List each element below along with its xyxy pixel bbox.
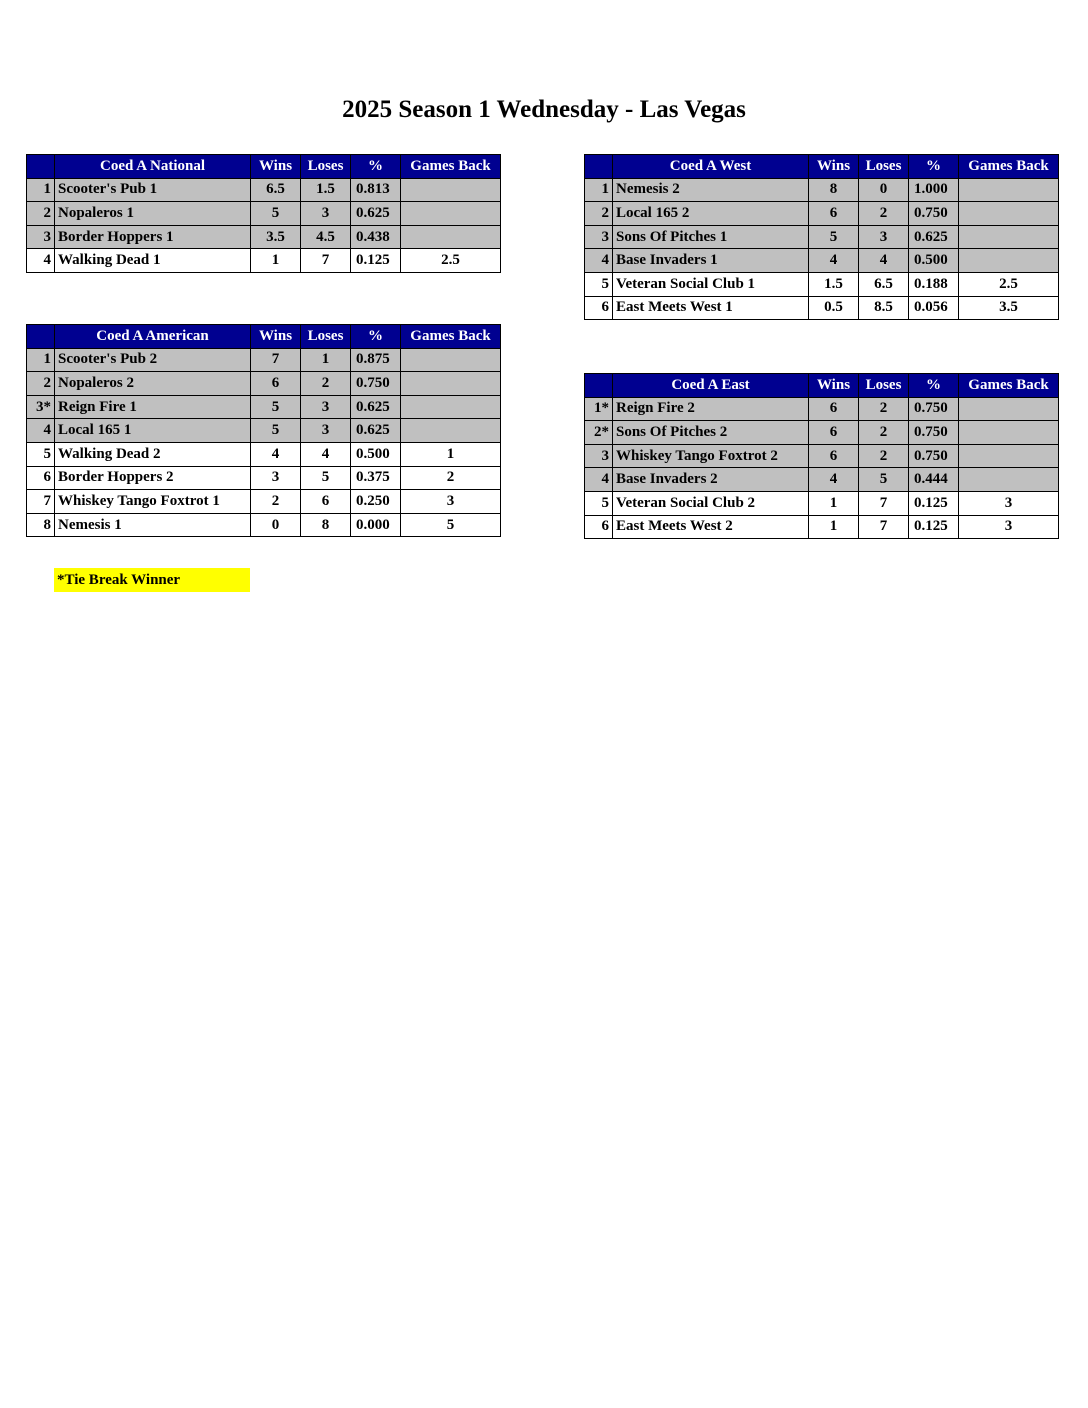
- loses-cell: 7: [859, 515, 909, 539]
- wins-cell: 0.5: [809, 296, 859, 320]
- rank-cell: 1: [585, 178, 613, 202]
- games-back-cell: 3: [401, 490, 501, 514]
- team-name-cell: Border Hoppers 1: [55, 225, 251, 249]
- games-back-cell: 5: [401, 513, 501, 537]
- table-row: [27, 178, 501, 202]
- pct-cell: 0.625: [351, 395, 401, 419]
- header-row: [585, 374, 1059, 398]
- loses-cell: 4: [301, 442, 351, 466]
- team-name-cell: Whiskey Tango Foxtrot 1: [55, 490, 251, 514]
- team-name-cell: Scooter's Pub 2: [55, 348, 251, 372]
- rank-cell: 4: [27, 249, 55, 273]
- games-back-cell: 2: [401, 466, 501, 490]
- team-name-cell: Veteran Social Club 2: [613, 491, 809, 515]
- loses-cell: 3: [859, 225, 909, 249]
- standings-table-coed-a-american: [26, 324, 501, 537]
- games-back-cell: [959, 225, 1059, 249]
- wins-cell: 6: [809, 202, 859, 226]
- loses-header: Loses: [301, 155, 351, 179]
- table-row: [27, 466, 501, 490]
- rank-cell: 2: [27, 372, 55, 396]
- pct-cell: 0.125: [909, 515, 959, 539]
- loses-header: Loses: [301, 325, 351, 349]
- wins-header: Wins: [809, 374, 859, 398]
- pct-cell: 0.125: [909, 491, 959, 515]
- loses-header: Loses: [859, 374, 909, 398]
- wins-cell: 5: [251, 202, 301, 226]
- pct-header: %: [351, 155, 401, 179]
- wins-cell: 6: [809, 444, 859, 468]
- division-header: Coed A National: [55, 155, 251, 179]
- loses-cell: 8.5: [859, 296, 909, 320]
- loses-cell: 1.5: [301, 178, 351, 202]
- wins-cell: 4: [251, 442, 301, 466]
- loses-cell: 7: [859, 491, 909, 515]
- page-title: 2025 Season 1 Wednesday - Las Vegas: [342, 96, 746, 123]
- table-row: [585, 397, 1059, 421]
- pct-cell: 0.000: [351, 513, 401, 537]
- team-name-cell: Nopaleros 1: [55, 202, 251, 226]
- table-row: [585, 202, 1059, 226]
- wins-cell: 3.5: [251, 225, 301, 249]
- team-name-cell: Nemesis 2: [613, 178, 809, 202]
- games-back-cell: 3: [959, 515, 1059, 539]
- rank-cell: 3: [585, 444, 613, 468]
- table-row: [27, 442, 501, 466]
- standings-table-coed-a-west: [584, 154, 1059, 320]
- rank-cell: 7: [27, 490, 55, 514]
- table-row: [585, 421, 1059, 445]
- games-back-cell: [959, 202, 1059, 226]
- wins-cell: 7: [251, 348, 301, 372]
- team-name-cell: Nopaleros 2: [55, 372, 251, 396]
- rank-cell: 2: [27, 202, 55, 226]
- pct-cell: 0.750: [909, 444, 959, 468]
- table-row: [27, 490, 501, 514]
- rank-header: [27, 155, 55, 179]
- loses-cell: 2: [859, 397, 909, 421]
- rank-cell: 6: [585, 515, 613, 539]
- loses-cell: 4: [859, 249, 909, 273]
- rank-cell: 4: [585, 468, 613, 492]
- wins-cell: 4: [809, 468, 859, 492]
- loses-header: Loses: [859, 155, 909, 179]
- standings-table-coed-a-national: [26, 154, 501, 273]
- team-name-cell: Scooter's Pub 1: [55, 178, 251, 202]
- rank-cell: 5: [585, 272, 613, 296]
- games-back-header: Games Back: [401, 325, 501, 349]
- team-name-cell: Whiskey Tango Foxtrot 2: [613, 444, 809, 468]
- wins-cell: 5: [251, 395, 301, 419]
- rank-header: [27, 325, 55, 349]
- wins-cell: 6.5: [251, 178, 301, 202]
- pct-header: %: [909, 155, 959, 179]
- rank-header: [585, 374, 613, 398]
- pct-cell: 0.750: [351, 372, 401, 396]
- games-back-cell: [401, 348, 501, 372]
- pct-cell: 0.500: [351, 442, 401, 466]
- loses-cell: 2: [301, 372, 351, 396]
- table-row: [27, 372, 501, 396]
- pct-cell: 0.750: [909, 397, 959, 421]
- rank-cell: 5: [585, 491, 613, 515]
- division-header: Coed A American: [55, 325, 251, 349]
- table-row: [27, 225, 501, 249]
- header-row: [27, 325, 501, 349]
- team-name-cell: Local 165 1: [55, 419, 251, 443]
- wins-cell: 6: [809, 421, 859, 445]
- table-row: [27, 419, 501, 443]
- loses-cell: 2: [859, 421, 909, 445]
- wins-header: Wins: [809, 155, 859, 179]
- games-back-cell: [959, 397, 1059, 421]
- loses-cell: 1: [301, 348, 351, 372]
- wins-cell: 3: [251, 466, 301, 490]
- table-row: [585, 178, 1059, 202]
- rank-header: [585, 155, 613, 179]
- loses-cell: 3: [301, 395, 351, 419]
- team-name-cell: Border Hoppers 2: [55, 466, 251, 490]
- team-name-cell: Sons Of Pitches 1: [613, 225, 809, 249]
- loses-cell: 2: [859, 202, 909, 226]
- rank-cell: 5: [27, 442, 55, 466]
- loses-cell: 8: [301, 513, 351, 537]
- games-back-cell: 2.5: [401, 249, 501, 273]
- pct-cell: 0.813: [351, 178, 401, 202]
- rank-cell: 1: [27, 178, 55, 202]
- rank-cell: 1: [27, 348, 55, 372]
- wins-cell: 1: [809, 491, 859, 515]
- loses-cell: 7: [301, 249, 351, 273]
- table-row: [585, 296, 1059, 320]
- table-row: [27, 395, 501, 419]
- loses-cell: 3: [301, 202, 351, 226]
- header-row: [27, 155, 501, 179]
- pct-cell: 0.875: [351, 348, 401, 372]
- team-name-cell: East Meets West 2: [613, 515, 809, 539]
- wins-cell: 1: [809, 515, 859, 539]
- rank-cell: 3*: [27, 395, 55, 419]
- rank-cell: 2: [585, 202, 613, 226]
- games-back-cell: [959, 444, 1059, 468]
- team-name-cell: Walking Dead 1: [55, 249, 251, 273]
- loses-cell: 6.5: [859, 272, 909, 296]
- rank-cell: 8: [27, 513, 55, 537]
- team-name-cell: Reign Fire 2: [613, 397, 809, 421]
- team-name-cell: Local 165 2: [613, 202, 809, 226]
- wins-cell: 0: [251, 513, 301, 537]
- table-row: [585, 225, 1059, 249]
- pct-cell: 1.000: [909, 178, 959, 202]
- rank-cell: 6: [585, 296, 613, 320]
- team-name-cell: Reign Fire 1: [55, 395, 251, 419]
- rank-cell: 3: [585, 225, 613, 249]
- games-back-cell: [401, 372, 501, 396]
- pct-cell: 0.750: [909, 202, 959, 226]
- games-back-cell: [401, 225, 501, 249]
- rank-cell: 6: [27, 466, 55, 490]
- team-name-cell: East Meets West 1: [613, 296, 809, 320]
- rank-cell: 4: [27, 419, 55, 443]
- wins-cell: 8: [809, 178, 859, 202]
- team-name-cell: Base Invaders 1: [613, 249, 809, 273]
- pct-header: %: [909, 374, 959, 398]
- loses-cell: 4.5: [301, 225, 351, 249]
- games-back-cell: 2.5: [959, 272, 1059, 296]
- loses-cell: 5: [859, 468, 909, 492]
- games-back-cell: 1: [401, 442, 501, 466]
- games-back-cell: [959, 249, 1059, 273]
- games-back-cell: [401, 178, 501, 202]
- games-back-cell: 3.5: [959, 296, 1059, 320]
- games-back-cell: [401, 395, 501, 419]
- games-back-header: Games Back: [959, 155, 1059, 179]
- team-name-cell: Veteran Social Club 1: [613, 272, 809, 296]
- team-name-cell: Base Invaders 2: [613, 468, 809, 492]
- wins-cell: 4: [809, 249, 859, 273]
- games-back-cell: 3: [959, 491, 1059, 515]
- games-back-cell: [959, 421, 1059, 445]
- loses-cell: 2: [859, 444, 909, 468]
- wins-cell: 2: [251, 490, 301, 514]
- pct-header: %: [351, 325, 401, 349]
- games-back-cell: [959, 178, 1059, 202]
- table-row: [27, 202, 501, 226]
- standings-table-coed-a-east: [584, 373, 1059, 539]
- table-row: [585, 444, 1059, 468]
- table-row: [585, 272, 1059, 296]
- pct-cell: 0.125: [351, 249, 401, 273]
- games-back-cell: [401, 419, 501, 443]
- pct-cell: 0.750: [909, 421, 959, 445]
- pct-cell: 0.625: [351, 419, 401, 443]
- pct-cell: 0.444: [909, 468, 959, 492]
- pct-cell: 0.188: [909, 272, 959, 296]
- loses-cell: 3: [301, 419, 351, 443]
- wins-cell: 1.5: [809, 272, 859, 296]
- rank-cell: 4: [585, 249, 613, 273]
- pct-cell: 0.375: [351, 466, 401, 490]
- wins-cell: 6: [809, 397, 859, 421]
- table-row: [585, 491, 1059, 515]
- division-header: Coed A East: [613, 374, 809, 398]
- table-row: [585, 249, 1059, 273]
- table-row: [27, 249, 501, 273]
- division-header: Coed A West: [613, 155, 809, 179]
- wins-header: Wins: [251, 325, 301, 349]
- wins-header: Wins: [251, 155, 301, 179]
- table-row: [585, 468, 1059, 492]
- pct-cell: 0.056: [909, 296, 959, 320]
- games-back-cell: [401, 202, 501, 226]
- pct-cell: 0.625: [909, 225, 959, 249]
- wins-cell: 5: [251, 419, 301, 443]
- loses-cell: 5: [301, 466, 351, 490]
- rank-cell: 2*: [585, 421, 613, 445]
- games-back-header: Games Back: [401, 155, 501, 179]
- wins-cell: 6: [251, 372, 301, 396]
- games-back-header: Games Back: [959, 374, 1059, 398]
- table-row: [27, 348, 501, 372]
- pct-cell: 0.438: [351, 225, 401, 249]
- team-name-cell: Sons Of Pitches 2: [613, 421, 809, 445]
- pct-cell: 0.625: [351, 202, 401, 226]
- table-row: [27, 513, 501, 537]
- games-back-cell: [959, 468, 1059, 492]
- loses-cell: 6: [301, 490, 351, 514]
- wins-cell: 1: [251, 249, 301, 273]
- team-name-cell: Nemesis 1: [55, 513, 251, 537]
- rank-cell: 3: [27, 225, 55, 249]
- wins-cell: 5: [809, 225, 859, 249]
- header-row: [585, 155, 1059, 179]
- rank-cell: 1*: [585, 397, 613, 421]
- table-row: [585, 515, 1059, 539]
- pct-cell: 0.500: [909, 249, 959, 273]
- loses-cell: 0: [859, 178, 909, 202]
- team-name-cell: Walking Dead 2: [55, 442, 251, 466]
- tie-break-legend: *Tie Break Winner: [54, 568, 250, 592]
- pct-cell: 0.250: [351, 490, 401, 514]
